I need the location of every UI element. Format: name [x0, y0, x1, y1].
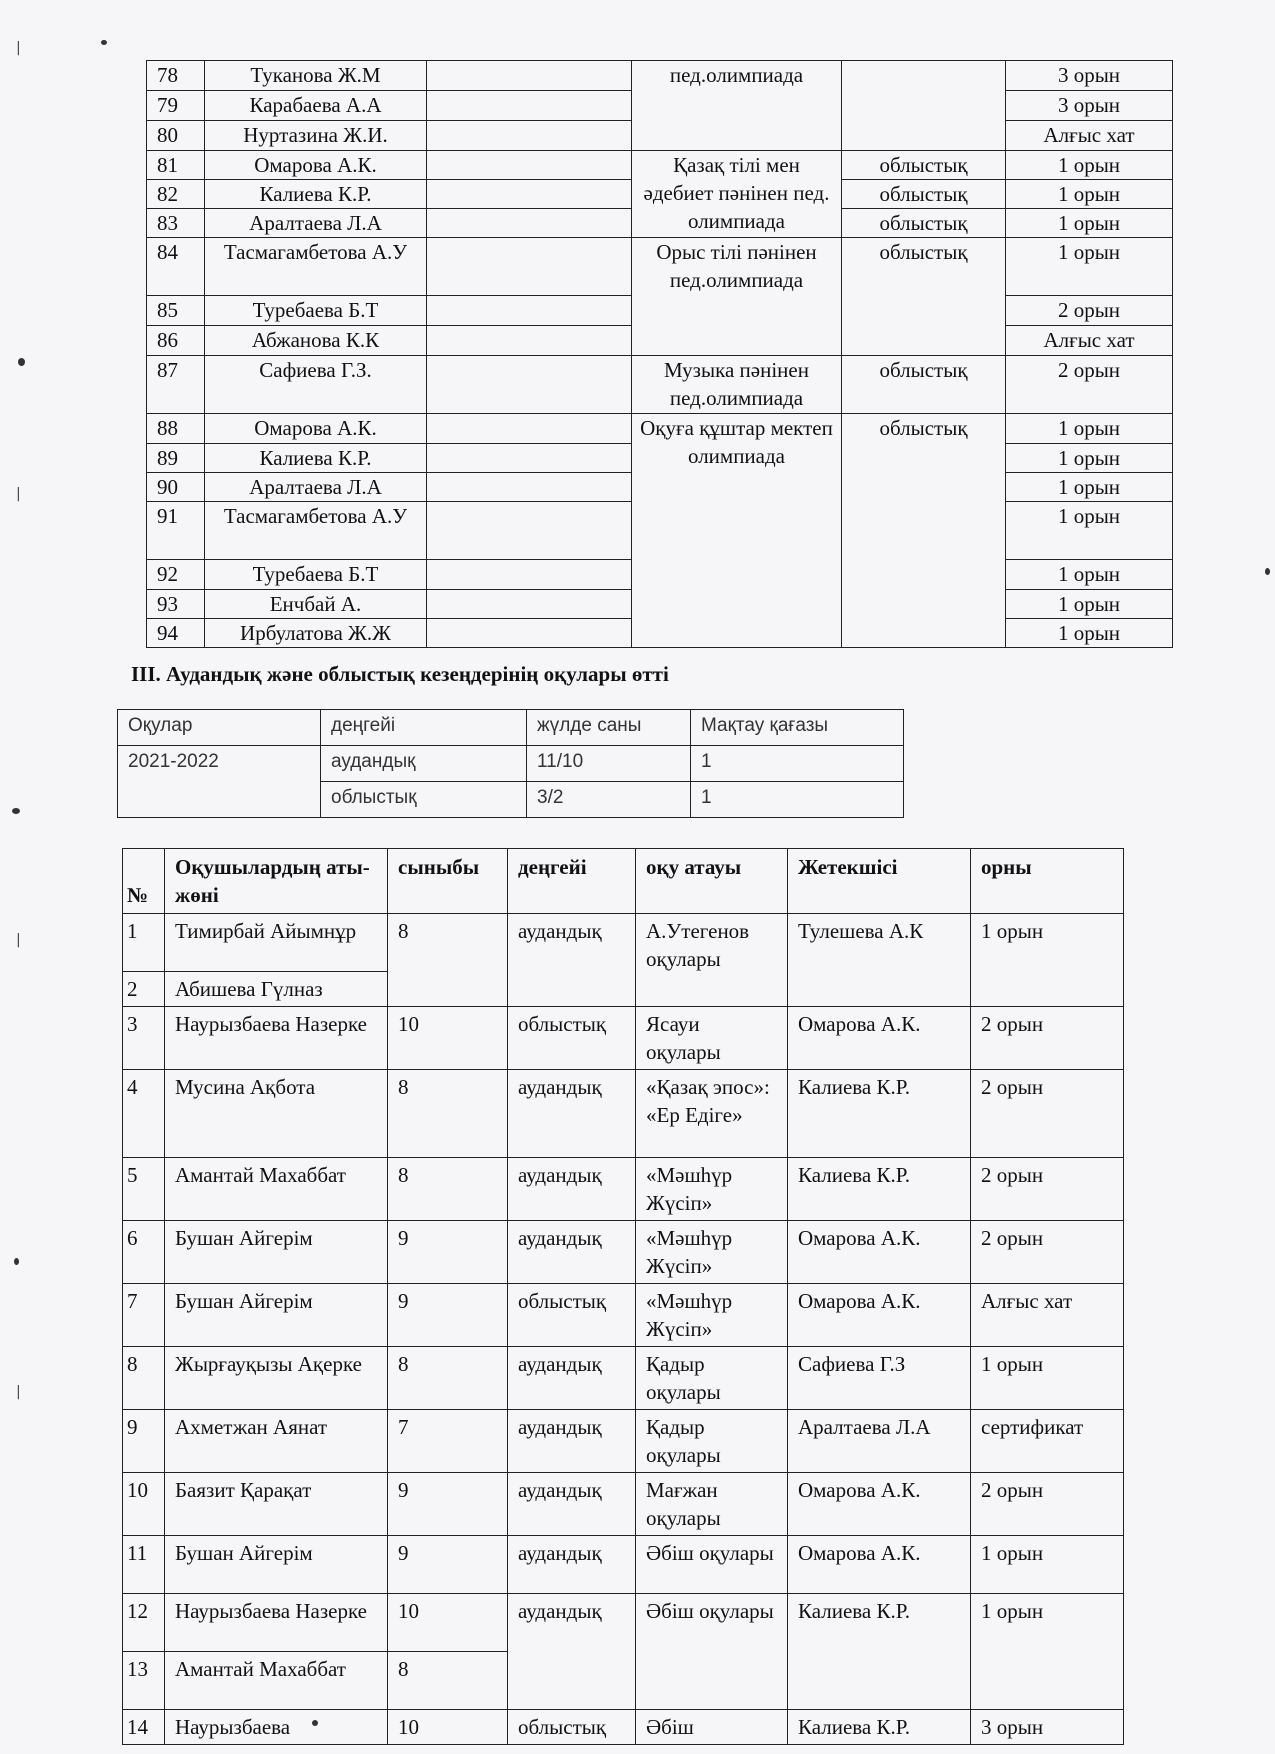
grade-cell: 10 [388, 1594, 508, 1652]
prizes-cell: 3/2 [527, 782, 691, 818]
place-cell: 1 орын [1006, 414, 1173, 444]
row-number: 85 [147, 296, 205, 326]
reading-title: Ясауи оқулары [636, 1007, 788, 1070]
supervisor-name: Омарова А.К. [788, 1284, 971, 1347]
row-number: 8 [123, 1347, 165, 1410]
row-number: 88 [147, 414, 205, 444]
level-cell: облыстық [842, 238, 1006, 356]
competition-cell: пед.олимпиада [632, 61, 842, 151]
reading-title: Әбіш [636, 1710, 788, 1745]
competition-cell: Оқуға құштар мектеп олимпиада [632, 414, 842, 648]
grade-cell: 9 [388, 1284, 508, 1347]
reading-title: «Мәшһүр Жүсіп» [636, 1221, 788, 1284]
reading-title: Әбіш оқулары [636, 1594, 788, 1710]
reading-title: «Мәшһүр Жүсіп» [636, 1284, 788, 1347]
competition-cell: Қазақ тілі мен әдебиет пәнінен пед. олимпиада [632, 151, 842, 238]
student-name: Ахметжан Аянат [165, 1410, 388, 1473]
row-number: 10 [123, 1473, 165, 1536]
student-name: Амантай Махаббат [165, 1158, 388, 1221]
empty-cell [427, 619, 632, 648]
teacher-name: Ирбулатова Ж.Ж [205, 619, 427, 648]
supervisor-name: Калиева К.Р. [788, 1594, 971, 1710]
row-number: 86 [147, 326, 205, 356]
place-cell: 3 орын [1006, 91, 1173, 121]
grade-cell: 10 [388, 1710, 508, 1745]
reading-title: Қадыр оқулары [636, 1347, 788, 1410]
empty-cell [427, 296, 632, 326]
table-header-row [118, 710, 904, 746]
reading-title: А.Утегенов оқулары [636, 914, 788, 1007]
grade-cell: 7 [388, 1410, 508, 1473]
teacher-name: Омарова А.К. [205, 151, 427, 180]
prizes-cell: 11/10 [527, 746, 691, 782]
column-header: деңгейі [321, 710, 527, 746]
place-cell: 1 орын [971, 1536, 1124, 1594]
praise-cell: 1 [691, 782, 904, 818]
table-row [123, 1284, 1124, 1347]
level-cell: аудандық [321, 746, 527, 782]
teacher-name: Аралтаева Л.А [205, 473, 427, 502]
table-row [123, 1410, 1124, 1473]
student-name: Тимирбай Айымнұр [165, 914, 388, 972]
column-header: Мақтау қағазы [691, 710, 904, 746]
place-cell: 1 орын [1006, 473, 1173, 502]
row-number: 79 [147, 91, 205, 121]
level-cell: облыстық [842, 180, 1006, 209]
teacher-name: Карабаева А.А [205, 91, 427, 121]
empty-cell [427, 209, 632, 238]
scan-mark: | [16, 932, 21, 948]
empty-cell [427, 121, 632, 151]
row-number: 91 [147, 502, 205, 560]
row-number: 83 [147, 209, 205, 238]
empty-cell [427, 151, 632, 180]
column-header: № [123, 849, 165, 914]
row-number: 7 [123, 1284, 165, 1347]
level-cell: облыстық [508, 1284, 636, 1347]
praise-cell: 1 [691, 746, 904, 782]
level-cell: аудандық [508, 1221, 636, 1284]
column-header: сыныбы [388, 849, 508, 914]
column-header: Жетекшісі [788, 849, 971, 914]
empty-cell [427, 180, 632, 209]
grade-cell: 10 [388, 1007, 508, 1070]
student-name: Наурызбаева [165, 1710, 388, 1745]
column-header: жүлде саны [527, 710, 691, 746]
place-cell: 2 орын [1006, 356, 1173, 414]
level-cell: аудандық [508, 1594, 636, 1710]
place-cell: Алғыс хат [1006, 121, 1173, 151]
table-row [147, 356, 1173, 414]
table-row [123, 1158, 1124, 1221]
empty-cell [427, 473, 632, 502]
place-cell: 3 орын [1006, 61, 1173, 91]
supervisor-name: Аралтаева Л.А [788, 1410, 971, 1473]
level-cell: облыстық [842, 356, 1006, 414]
empty-cell [427, 326, 632, 356]
row-number: 9 [123, 1410, 165, 1473]
level-cell: аудандық [508, 914, 636, 1007]
competition-cell: Музыка пәнінен пед.олимпиада [632, 356, 842, 414]
level-cell: облыстық [842, 209, 1006, 238]
empty-cell [427, 91, 632, 121]
scan-mark: | [16, 486, 21, 502]
table-row [123, 1594, 1124, 1652]
place-cell: 2 орын [971, 1473, 1124, 1536]
grade-cell: 8 [388, 1652, 508, 1710]
scan-speck [101, 40, 107, 45]
column-header: Оқулар [118, 710, 321, 746]
student-name: Бушан Айгерім [165, 1536, 388, 1594]
place-cell: 2 орын [971, 1007, 1124, 1070]
scan-speck [12, 808, 20, 814]
column-header: орны [971, 849, 1124, 914]
student-name: Мусина Ақбота [165, 1070, 388, 1158]
empty-cell [427, 502, 632, 560]
table-header-row [123, 849, 1124, 914]
grade-cell: 9 [388, 1536, 508, 1594]
scan-speck [1265, 568, 1270, 575]
column-header: оқу атауы [636, 849, 788, 914]
readings-results-table [122, 848, 1124, 1745]
scan-speck [18, 358, 25, 366]
teacher-name: Абжанова К.К [205, 326, 427, 356]
empty-cell [427, 590, 632, 619]
place-cell: 1 орын [971, 1347, 1124, 1410]
empty-cell [427, 444, 632, 473]
row-number: 78 [147, 61, 205, 91]
student-name: Баязит Қарақат [165, 1473, 388, 1536]
student-name: Бушан Айгерім [165, 1284, 388, 1347]
supervisor-name: Калиева К.Р. [788, 1070, 971, 1158]
olympiad-results-table [146, 60, 1173, 648]
table-row [123, 1710, 1124, 1745]
place-cell: Алғыс хат [1006, 326, 1173, 356]
level-cell: аудандық [508, 1410, 636, 1473]
teacher-name: Аралтаева Л.А [205, 209, 427, 238]
row-number: 94 [147, 619, 205, 648]
table-row [123, 1070, 1124, 1158]
supervisor-name: Калиева К.Р. [788, 1710, 971, 1745]
student-name: Наурызбаева Назерке [165, 1007, 388, 1070]
teacher-name: Туребаева Б.Т [205, 296, 427, 326]
row-number: 93 [147, 590, 205, 619]
row-number: 87 [147, 356, 205, 414]
grade-cell: 8 [388, 1347, 508, 1410]
scan-speck [14, 1258, 19, 1265]
place-cell: 1 орын [1006, 238, 1173, 296]
teacher-name: Тасмагамбетова А.У [205, 238, 427, 296]
row-number: 80 [147, 121, 205, 151]
table-row [123, 1347, 1124, 1410]
place-cell: 2 орын [971, 1070, 1124, 1158]
teacher-name: Туканова Ж.М [205, 61, 427, 91]
student-name: Бушан Айгерім [165, 1221, 388, 1284]
level-cell: аудандық [508, 1473, 636, 1536]
table-row [147, 414, 1173, 444]
student-name: Абишева Гүлназ [165, 972, 388, 1007]
table-row [123, 1473, 1124, 1536]
student-name: Амантай Махаббат [165, 1652, 388, 1710]
row-number: 6 [123, 1221, 165, 1284]
supervisor-name: Тулешева А.К [788, 914, 971, 1007]
place-cell: 1 орын [1006, 180, 1173, 209]
row-number: 92 [147, 560, 205, 590]
empty-cell [427, 560, 632, 590]
level-cell [842, 61, 1006, 151]
grade-cell: 9 [388, 1221, 508, 1284]
competition-cell: Орыс тілі пәнінен пед.олимпиада [632, 238, 842, 356]
place-cell: 1 орын [1006, 560, 1173, 590]
grade-cell: 9 [388, 1473, 508, 1536]
empty-cell [427, 414, 632, 444]
level-cell: облыстық [842, 414, 1006, 648]
row-number: 5 [123, 1158, 165, 1221]
supervisor-name: Омарова А.К. [788, 1007, 971, 1070]
place-cell: 1 орын [1006, 619, 1173, 648]
table-row [118, 746, 904, 782]
teacher-name: Тасмагамбетова А.У [205, 502, 427, 560]
grade-cell: 8 [388, 1158, 508, 1221]
reading-title: «Қазақ эпос»: «Ер Едіге» [636, 1070, 788, 1158]
table-row [123, 1007, 1124, 1070]
column-header: Оқушылардың аты-жөні [165, 849, 388, 914]
place-cell: Алғыс хат [971, 1284, 1124, 1347]
student-name: Жырғауқызы Ақерке [165, 1347, 388, 1410]
empty-cell [427, 238, 632, 296]
table-row [123, 914, 1124, 972]
table-row [147, 151, 1173, 180]
row-number: 1 [123, 914, 165, 972]
grade-cell: 8 [388, 1070, 508, 1158]
place-cell: 2 орын [971, 1221, 1124, 1284]
supervisor-name: Омарова А.К. [788, 1221, 971, 1284]
place-cell: 1 орын [1006, 444, 1173, 473]
level-cell: облыстық [508, 1710, 636, 1745]
place-cell: 2 орын [971, 1158, 1124, 1221]
scan-mark: | [16, 1384, 21, 1400]
teacher-name: Сафиева Г.З. [205, 356, 427, 414]
place-cell: сертификат [971, 1410, 1124, 1473]
table-row [123, 1221, 1124, 1284]
place-cell: 3 орын [971, 1710, 1124, 1745]
teacher-name: Калиева К.Р. [205, 444, 427, 473]
row-number: 12 [123, 1594, 165, 1652]
reading-title: Мағжан оқулары [636, 1473, 788, 1536]
row-number: 14 [123, 1710, 165, 1745]
supervisor-name: Калиева К.Р. [788, 1158, 971, 1221]
empty-cell [427, 356, 632, 414]
row-number: 81 [147, 151, 205, 180]
teacher-name: Туребаева Б.Т [205, 560, 427, 590]
row-number: 13 [123, 1652, 165, 1710]
reading-title: Қадыр оқулары [636, 1410, 788, 1473]
level-cell: аудандық [508, 1536, 636, 1594]
row-number: 2 [123, 972, 165, 1007]
row-number: 4 [123, 1070, 165, 1158]
column-header: деңгейі [508, 849, 636, 914]
place-cell: 1 орын [1006, 151, 1173, 180]
teacher-name: Омарова А.К. [205, 414, 427, 444]
row-number: 90 [147, 473, 205, 502]
table-row [123, 1536, 1124, 1594]
place-cell: 1 орын [971, 914, 1124, 1007]
grade-cell: 8 [388, 914, 508, 1007]
row-number: 82 [147, 180, 205, 209]
scan-mark: | [16, 40, 21, 56]
year-cell: 2021-2022 [118, 746, 321, 818]
level-cell: облыстық [842, 151, 1006, 180]
supervisor-name: Сафиева Г.З [788, 1347, 971, 1410]
level-cell: облыстық [508, 1007, 636, 1070]
row-number: 89 [147, 444, 205, 473]
place-cell: 2 орын [1006, 296, 1173, 326]
place-cell: 1 орын [971, 1594, 1124, 1710]
row-number: 3 [123, 1007, 165, 1070]
teacher-name: Нуртазина Ж.И. [205, 121, 427, 151]
table-row [147, 61, 1173, 91]
reading-title: Әбіш оқулары [636, 1536, 788, 1594]
level-cell: аудандық [508, 1347, 636, 1410]
readings-summary-table [117, 709, 904, 818]
reading-title: «Мәшһүр Жүсіп» [636, 1158, 788, 1221]
supervisor-name: Омарова А.К. [788, 1473, 971, 1536]
supervisor-name: Омарова А.К. [788, 1536, 971, 1594]
section-heading: ІІІ. Аудандық және облыстық кезеңдерінің оқулары өтті [131, 662, 669, 686]
row-number: 11 [123, 1536, 165, 1594]
table-row [147, 238, 1173, 296]
place-cell: 1 орын [1006, 502, 1173, 560]
level-cell: облыстық [321, 782, 527, 818]
place-cell: 1 орын [1006, 209, 1173, 238]
level-cell: аудандық [508, 1158, 636, 1221]
teacher-name: Енчбай А. [205, 590, 427, 619]
empty-cell [427, 61, 632, 91]
place-cell: 1 орын [1006, 590, 1173, 619]
row-number: 84 [147, 238, 205, 296]
level-cell: аудандық [508, 1070, 636, 1158]
student-name: Наурызбаева Назерке [165, 1594, 388, 1652]
teacher-name: Калиева К.Р. [205, 180, 427, 209]
